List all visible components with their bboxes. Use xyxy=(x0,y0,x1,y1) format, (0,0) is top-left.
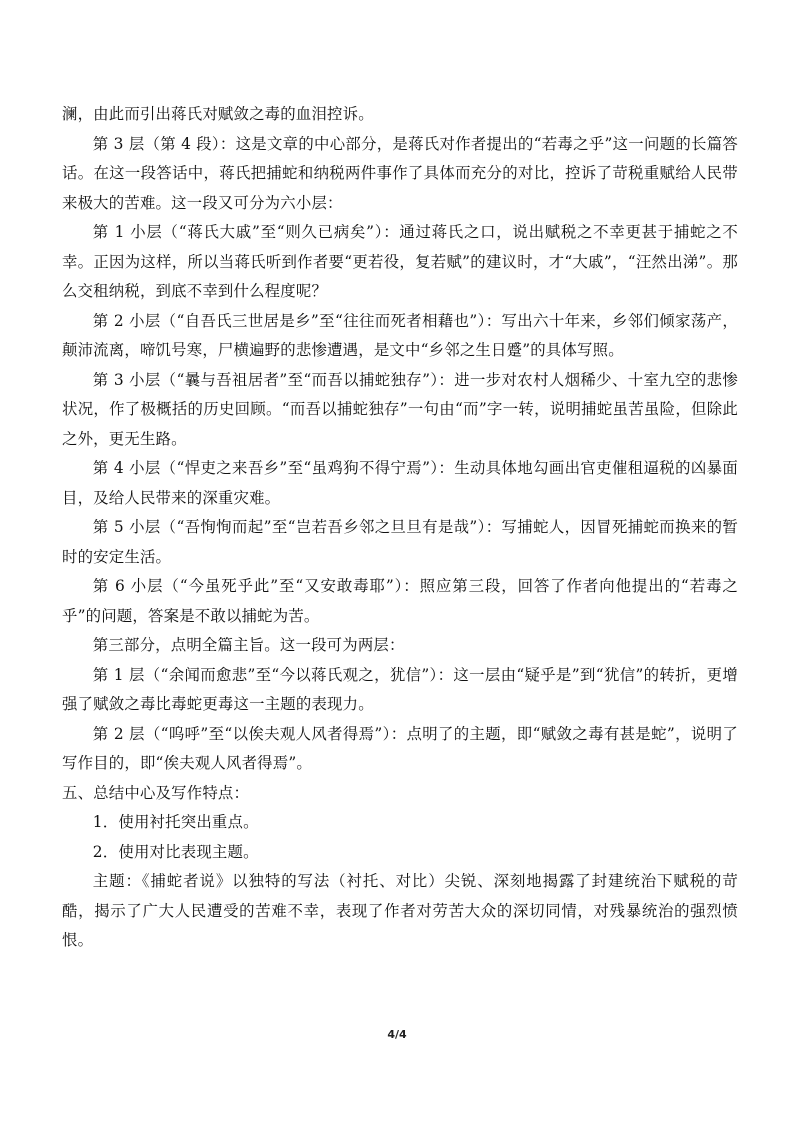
paragraph-sublayer-2: 第 2 小层（“自吾氏三世居是乡”至“往往而死者相藉也”）：写出六十年来，乡邻们倾家荡产，颠沛流离，啼饥号寒，尸横遍野的悲惨遭遇，是文中“乡邻之生日蹙”的具体写照。 xyxy=(62,311,738,359)
paragraph-sublayer-3: 第 3 小层（“曩与吾祖居者”至“而吾以捕蛇独存”）：进一步对农村人烟稀少、十室九空的悲惨状况，作了极概括的历史回顾。“而吾以捕蛇独存”一句由“而”字一转，说明捕蛇虽苦虽险，但除此之外，更无生路。 xyxy=(62,370,738,448)
page-number: 4/4 xyxy=(387,1028,407,1041)
paragraph-continuation: 澜，由此而引出蒋氏对赋敛之毒的血泪控诉。 xyxy=(62,105,374,123)
paragraph-part-3: 第三部分，点明全篇主旨。这一段可为两层： xyxy=(92,636,405,654)
section-heading-summary: 五、总结中心及写作特点： xyxy=(62,783,250,802)
paragraph-sublayer-6: 第 6 小层（“今虽死乎此”至“又安敢毒耶”）：照应第三段，回答了作者向他提出的“若毒之乎”的问题，答案是不敢以捕蛇为苦。 xyxy=(62,577,738,625)
paragraph-part-3-layer-2: 第 2 层（“呜呼”至“以俟夫观人风者得焉”）：点明了的主题，即“赋敛之毒有甚是蛇”，说明了写作目的，即“俟夫观人风者得焉”。 xyxy=(62,724,738,772)
paragraph-theme: 主题：《捕蛇者说》以独特的写法（衬托、对比）尖锐、深刻地揭露了封建统治下赋税的苛酷，揭示了广大人民遭受的苦难不幸，表现了作者对劳苦大众的深切同情，对残暴统治的强烈愤恨。 xyxy=(62,872,738,949)
list-item-comparison: 2．使用对比表现主题。 xyxy=(92,842,259,861)
paragraph-sublayer-1: 第 1 小层（“蒋氏大戚”至“则久已病矣”）：通过蒋氏之口，说出赋税之不幸更甚于捕蛇之不幸。正因为这样，所以当蒋氏听到作者要“更若役，复若赋”的建议时，才“大戚”，“汪然出涕”。那么交租纳税，到底不幸到什么程度呢？ xyxy=(62,223,738,300)
paragraph-layer-3: 第 3 层（第 4 段）：这是文章的中心部分，是蒋氏对作者提出的“若毒之乎”这一问题的长篇答话。在这一段答话中，蒋氏把捕蛇和纳税两件事作了具体而充分的对比，控诉了苛税重赋给人民带来极大的苦难。这一段又可分为六小层： xyxy=(62,134,738,212)
paragraph-part-3-layer-1: 第 1 层（“余闻而愈悲”至“今以蒋氏观之，犹信”）：这一层由“疑乎是”到“犹信”的转折，更增强了赋敛之毒比毒蛇更毒这一主题的表现力。 xyxy=(62,665,738,713)
paragraph-sublayer-5: 第 5 小层（“吾恂恂而起”至“岂若吾乡邻之旦旦有是哉”）：写捕蛇人，因冒死捕蛇而换来的暂时的安定生活。 xyxy=(62,518,738,566)
paragraph-sublayer-4: 第 4 小层（“悍吏之来吾乡”至“虽鸡狗不得宁焉”）：生动具体地勾画出官吏催租逼税的凶暴面目，及给人民带来的深重灾难。 xyxy=(62,459,738,507)
document-body xyxy=(62,100,738,956)
list-item-contrast-foil: 1．使用衬托突出重点。 xyxy=(92,813,259,831)
